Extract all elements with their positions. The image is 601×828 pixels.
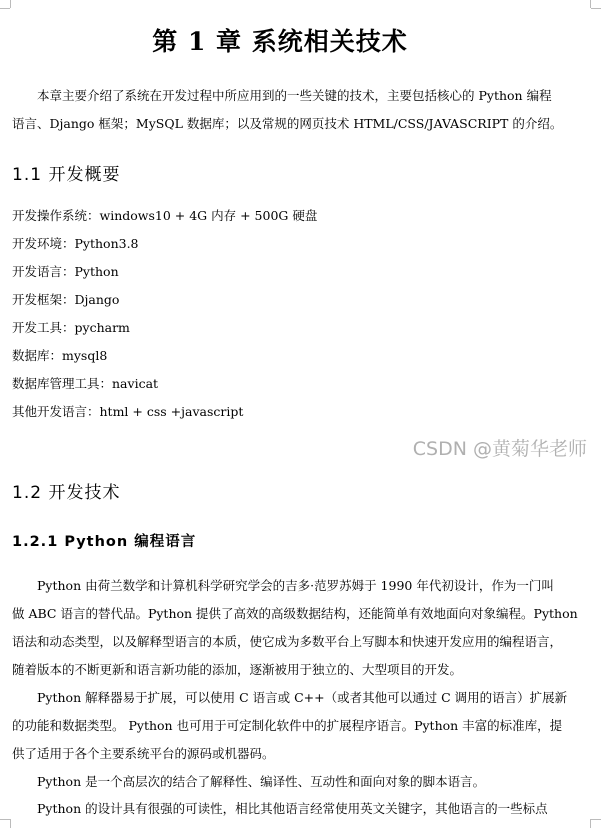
corner-mark — [0, 819, 10, 820]
watermark: CSDN @黄菊华老师 — [412, 438, 587, 460]
paragraph-line: 语法和动态类型，以及解释型语言的本质，使它成为多数平台上写脚本和快速开发应用的编程语言， — [12, 634, 563, 649]
paragraph-line: Python 是一个高层次的结合了解释性、编译性、互动性和面向对象的脚本语言。 — [37, 774, 486, 789]
paragraph-line: Python 的设计具有很强的可读性，相比其他语言经常使用英文关键字，其他语言的一些标点 — [37, 801, 548, 816]
section-heading-1-1: 1.1 开发概要 — [12, 165, 121, 185]
list-item: 开发工具：pycharm — [12, 320, 130, 335]
list-item: 开发框架：Django — [12, 292, 120, 307]
corner-mark — [10, 819, 11, 828]
intro-line: 本章主要介绍了系统在开发过程中所应用到的一些关键的技术，主要包括核心的 Python 编程 — [37, 88, 552, 103]
corner-mark — [590, 819, 591, 828]
corner-mark — [590, 0, 591, 8]
section-heading-1-2: 1.2 开发技术 — [12, 483, 121, 503]
corner-mark — [591, 8, 601, 9]
paragraph-line: Python 由荷兰数学和计算机科学研究学会的吉多·范罗苏姆于 1990 年代初设计，作为一门叫 — [37, 578, 554, 593]
paragraph-line: 随着版本的不断更新和语言新功能的添加，逐渐被用于独立的、大型项目的开发。 — [12, 662, 463, 677]
paragraph-line: Python 解释器易于扩展，可以使用 C 语言或 C++（或者其他可以通过 C 调用的语言）扩展新 — [37, 690, 568, 705]
intro-line: 语言、Django 框架；MySQL 数据库；以及常规的网页技术 HTML/CSS/JAVASCRIPT 的介绍。 — [12, 116, 563, 131]
list-item: 开发操作系统：windows10 + 4G 内存 + 500G 硬盘 — [12, 208, 318, 223]
paragraph-line: 做 ABC 语言的替代品。Python 提供了高效的高级数据结构，还能简单有效地面向对象编程。Python — [12, 606, 578, 621]
list-item: 数据库管理工具：navicat — [12, 376, 159, 391]
list-item: 开发环境：Python3.8 — [12, 236, 139, 251]
subsection-heading-1-2-1: 1.2.1 Python 编程语言 — [12, 534, 197, 550]
paragraph-line: 的功能和数据类型。 Python 也可用于可定制化软件中的扩展程序语言。Python 丰富的标准库，提 — [12, 718, 563, 733]
corner-mark — [10, 0, 11, 8]
corner-mark — [0, 8, 10, 9]
paragraph-line: 供了适用于各个主要系统平台的源码或机器码。 — [12, 746, 275, 761]
list-item: 开发语言：Python — [12, 264, 119, 279]
list-item: 数据库：mysql8 — [12, 348, 108, 363]
list-item: 其他开发语言：html + css +javascript — [12, 404, 244, 419]
corner-mark — [591, 819, 601, 820]
chapter-title: 第 1 章 系统相关技术 — [152, 27, 408, 56]
